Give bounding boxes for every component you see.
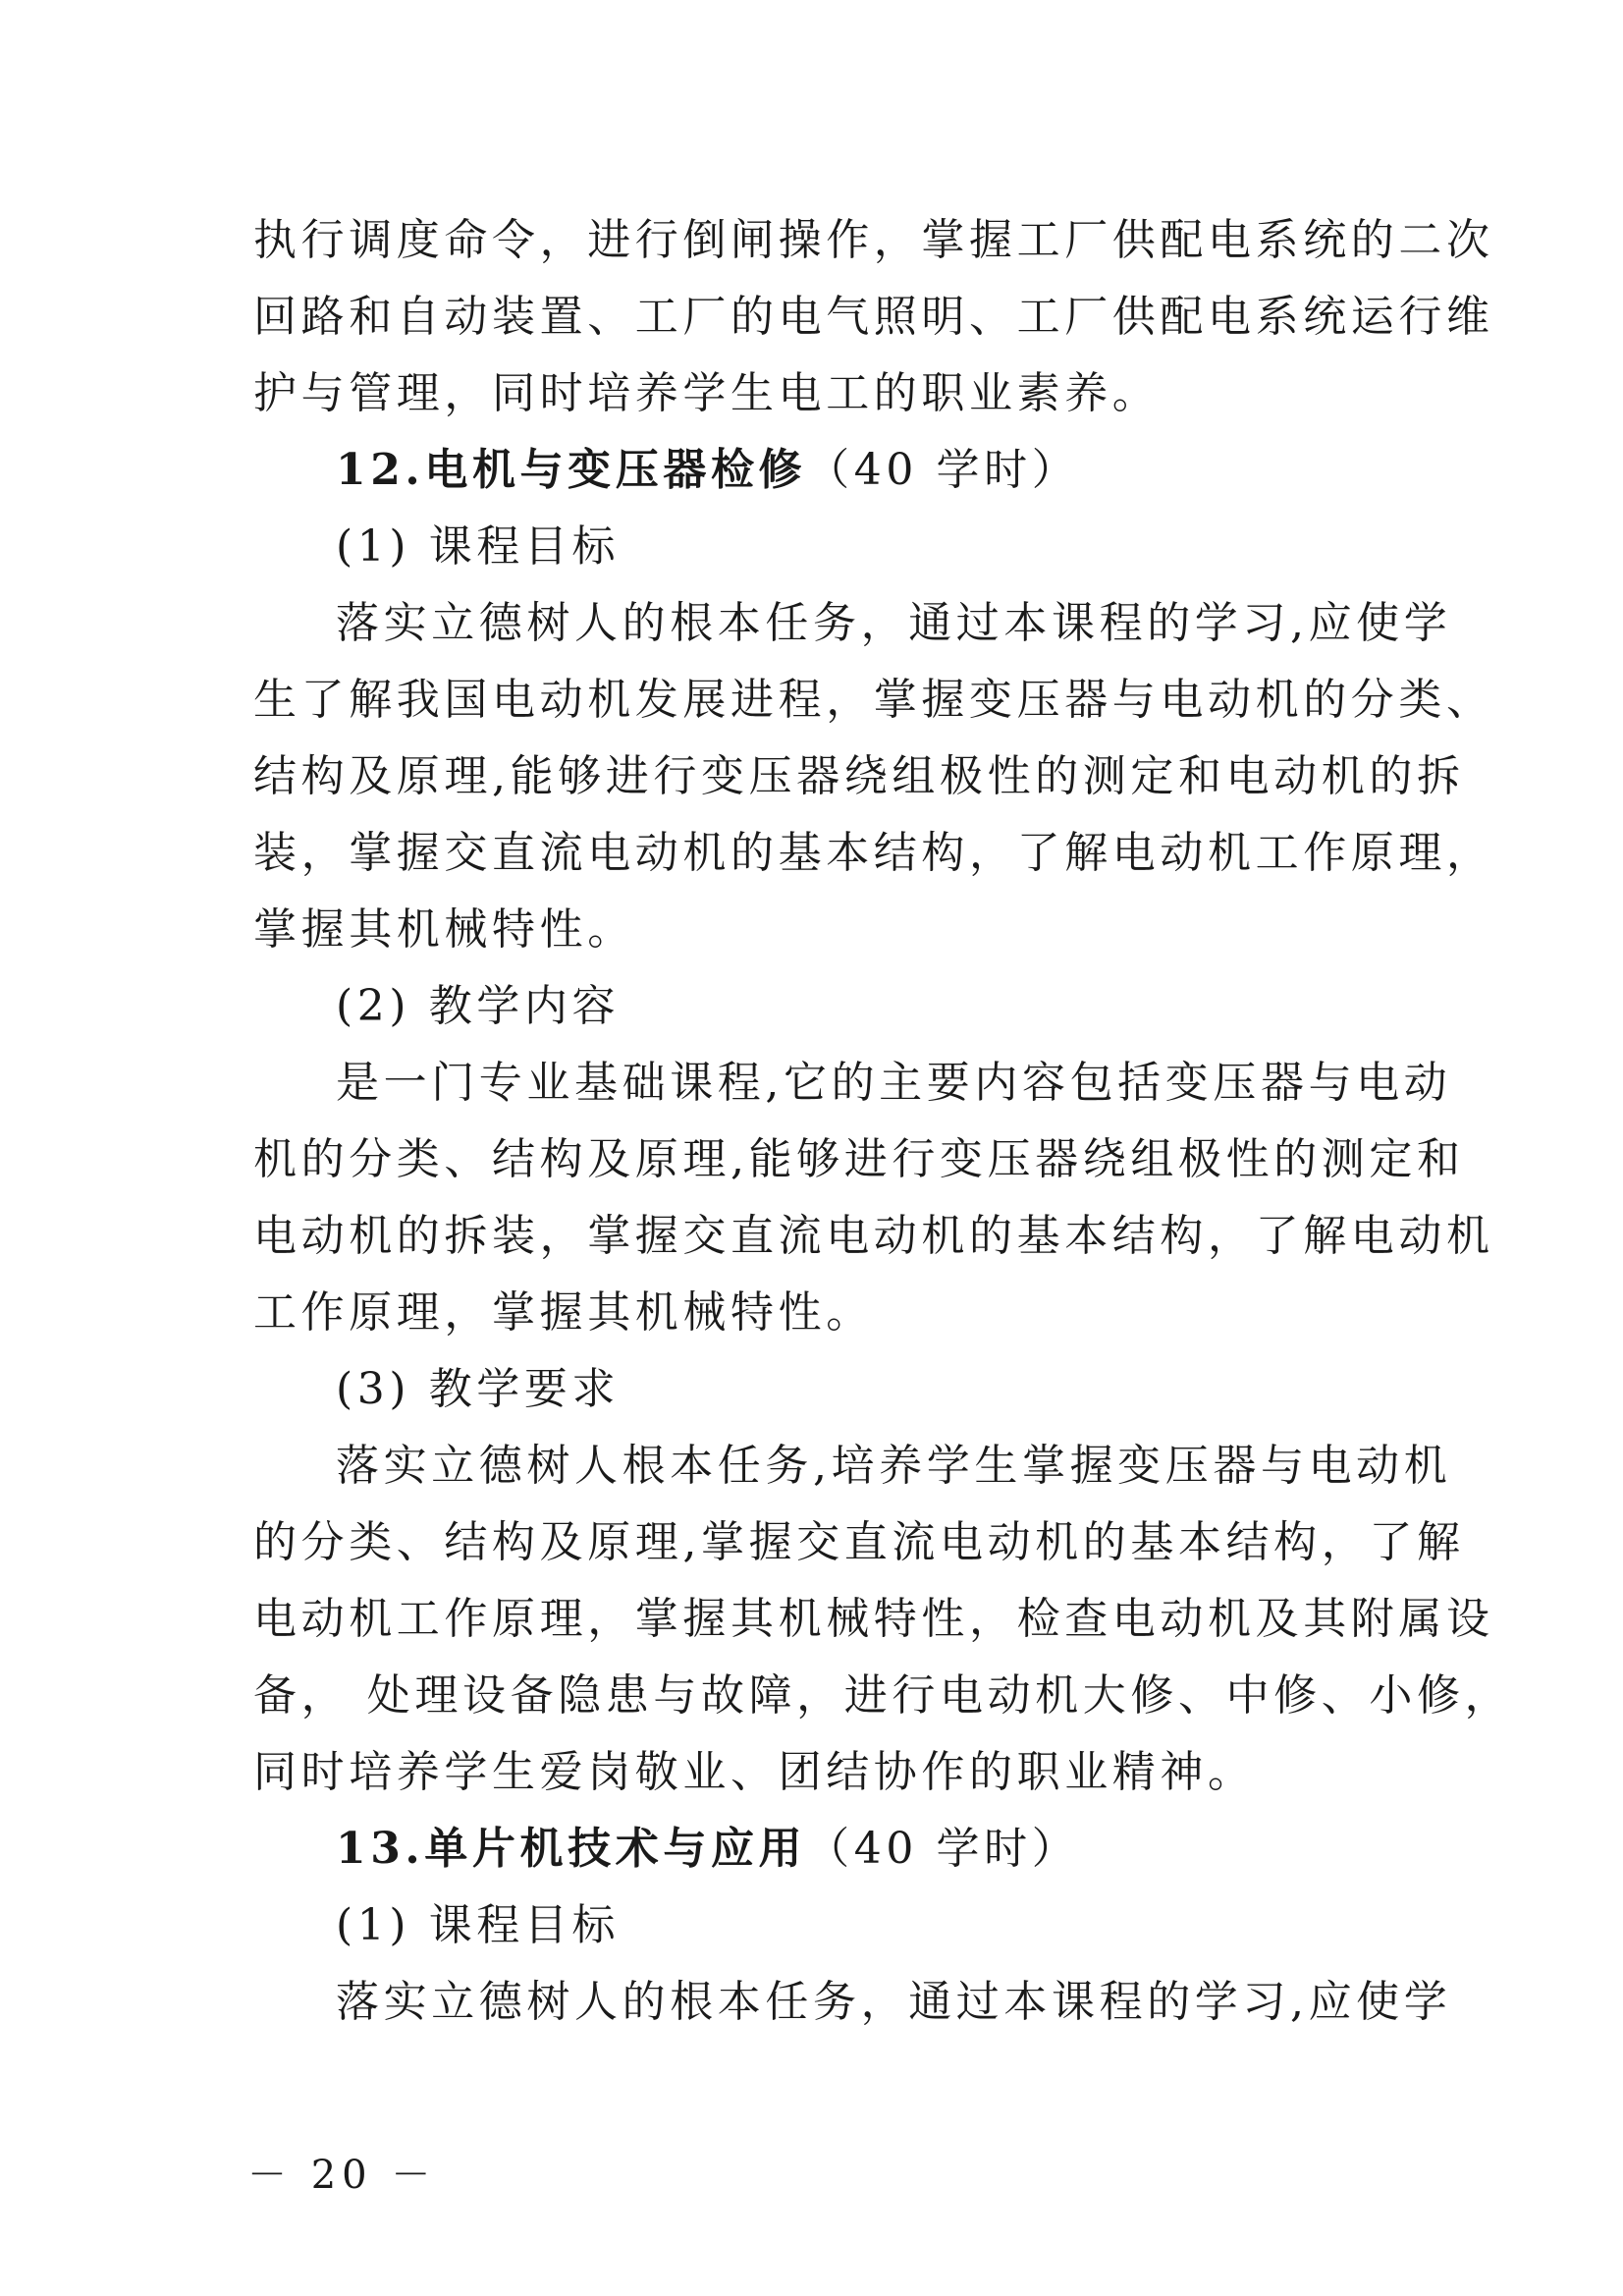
section-heading-hours: （40 学时）	[806, 445, 1080, 495]
section-heading-title: 12.电机与变压器检修	[336, 445, 807, 495]
paragraph-line: 回路和自动装置、工厂的电气照明、工厂供配电系统运行维	[253, 292, 1494, 342]
paragraph-line: 落实立德树人的根本任务，通过本课程的学习,应使学	[336, 598, 1452, 648]
subheading-teaching-content: (2) 教学内容	[336, 981, 621, 1031]
paragraph-line: 生了解我国电动机发展进程，掌握变压器与电动机的分类、	[253, 675, 1494, 725]
section-heading-12	[336, 441, 1465, 500]
section-heading-13	[336, 1820, 1465, 1879]
paragraph-line: 是一门专业基础课程,它的主要内容包括变压器与电动	[336, 1058, 1452, 1108]
subheading-course-goals: (1) 课程目标	[336, 521, 621, 572]
paragraph-line: 执行调度命令，进行倒闸操作，掌握工厂供配电系统的二次	[253, 215, 1494, 265]
page-number: － 20 －	[247, 2153, 437, 2198]
paragraph-line: 备， 处理设备隐患与故障，进行电动机大修、中修、小修，	[253, 1670, 1513, 1721]
paragraph-line: 电动机的拆装，掌握交直流电动机的基本结构，了解电动机	[253, 1211, 1494, 1261]
paragraph-line: 同时培养学生爱岗敬业、团结协作的职业精神。	[253, 1747, 1256, 1797]
paragraph-line: 的分类、结构及原理,掌握交直流电动机的基本结构，了解	[253, 1517, 1465, 1567]
section-heading-hours: （40 学时）	[806, 1824, 1080, 1874]
paragraph-line: 护与管理，同时培养学生电工的职业素养。	[253, 368, 1161, 418]
subheading-teaching-requirements: (3) 教学要求	[336, 1364, 621, 1414]
section-heading-title: 13.单片机技术与应用	[336, 1824, 807, 1874]
paragraph-line: 电动机工作原理，掌握其机械特性，检查电动机及其附属设	[253, 1594, 1494, 1644]
paragraph-line: 机的分类、结构及原理,能够进行变压器绕组极性的测定和	[253, 1134, 1465, 1184]
paragraph-line: 结构及原理,能够进行变压器绕组极性的测定和电动机的拆	[253, 751, 1465, 801]
paragraph-line: 装，掌握交直流电动机的基本结构，了解电动机工作原理，	[253, 828, 1494, 878]
paragraph-line: 落实立德树人根本任务,培养学生掌握变压器与电动机	[336, 1441, 1452, 1491]
paragraph-line: 掌握其机械特性。	[253, 904, 635, 955]
paragraph-line: 工作原理，掌握其机械特性。	[253, 1287, 874, 1338]
paragraph-line: 落实立德树人的根本任务，通过本课程的学习,应使学	[336, 1977, 1452, 2027]
subheading-course-goals: (1) 课程目标	[336, 1900, 621, 1950]
